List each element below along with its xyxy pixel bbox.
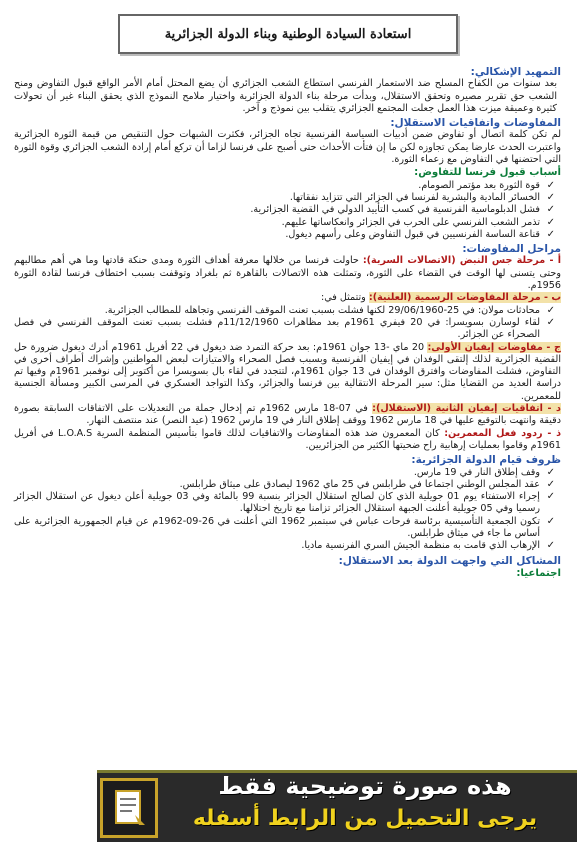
download-notice-text: يرجى التحميل من الرابط أسفله	[192, 806, 538, 831]
intro-paragraph: بعد سنوات من الكفاح المسلح ضد الاستعمار الفرنسي استطاع الشعب الجزائري أن يضع المحتل أمام الأمر الواقع قبول التفاوض ومنح الشعب حق تقرير مصيره وتحقق الاستقلال، وبدأت مرحلة بناء الدولة الجزائرية واختيار ملامح النموذج الذي يحقق البناء غير أن تحولات كثيرة وعميقة ميزت هذا العمل جعلت المجتمع الجزائري يتقلب بين نموذج و آخر.	[14, 78, 557, 114]
list-item: ✓ فشل الدبلوماسية الفرنسية في كسب التأييد الدولي في القضية الجزائرية.	[14, 204, 555, 216]
list-item: ✓ وقف إطلاق النار في 19 مارس.	[14, 467, 555, 479]
page-title: استعادة السيادة الوطنية وبناء الدولة الجزائرية	[118, 14, 458, 54]
list-item: ✓ إجراء الاستفتاء يوم 01 جويلية الذي كان لصالح استقلال الجزائر بنسبة 99 بالمائة وفي 03 جويلية أعلن ديغول عن استقلال الجزائر رسميا وفي 05 جويلية أعلنت الجبهة استقلال الجزائر تزامنا مع تاريخ احتلالها.	[14, 491, 555, 516]
stage-d-text: في 07-18 مارس 1962م تم إدخال جملة من التعديلات على الاتفاقات السابقة بصورة دقيقة وانتهت بالتوقيع عليها في 18 مارس 1962 ووقف إطلاق النار في 19 مارس 1962 (عيد النصر) عند منتصف النهار.	[14, 403, 561, 427]
stage-d	[14, 403, 561, 428]
list-item: ✓ الإرهاب الذي قامت به منظمة الجيش السري الفرنسية ماديا.	[14, 540, 555, 552]
stage-a	[14, 255, 561, 292]
list-item: ✓ عقد المجلس الوطني اجتماعا في طرابلس في 25 ماي 1962 ليصادق على ميثاق طرابلس.	[14, 479, 555, 491]
document-icon	[100, 778, 158, 838]
list-item: ✓ قوة الثورة بعد مؤتمر الصومام.	[14, 180, 555, 192]
section-heading-negotiations: المفاوضات واتفاقيات الاستقلال:	[390, 117, 561, 130]
list-item: ✓ الخسائر المادية والبشرية لفرنسا في الجزائر التي تتزايد نفقاتها.	[14, 192, 555, 204]
negotiations-paragraph: لم تكن كلمة اتصال أو تفاوض ضمن أدبيات السياسة الفرنسية تجاه الجزائر، فكثرت الشبهات حول التنقيص من قيمة الثورة الجزائرية واعتبرت الحدث عارضا يمكن تجاوزه لكن ما إن فتأت الأحداث حتى أصبح على فرنسا لزاما أن تركع أمام إرادة الشعب الجزائري وقوة الثورة التي احتضنها في التفاوض مع زعماء الثورة.	[14, 129, 561, 166]
state-list	[14, 467, 561, 553]
stage-e-label: ذ - ردود فعل المعمرين:	[444, 427, 561, 439]
section-heading-stages: مراحل المفاوضات:	[462, 243, 561, 256]
document-body	[14, 64, 561, 580]
stage-b-label: ب - مرحلة المفاوضات الرسمية (العلنية):	[368, 292, 561, 304]
stage-e-text: كان المعمرون ضد هذه المفاوضات والاتفاقيات لذلك قاموا بتأسيس المنظمة السرية L.O.A.S في أفريل 1961م وقاموا بعمليات إرهابية راح ضحيتها الكثير من الجزائريين.	[14, 427, 561, 451]
stage-b	[14, 292, 561, 304]
list-item: ✓ لقاء لوسارن بسويسرا: في 20 فيفري 1961م بعد مظاهرات 11/12/1960م فشلت بسبب تعنت الموقف الفرنسي في فصل الصحراء عن الجزائر.	[14, 317, 555, 342]
stage-a-label: أ - مرحلة جس النبض (الاتصالات السرية):	[362, 255, 561, 267]
stage-c-text: 20 ماي -13 جوان 1961م: بعد حركة التمرد ضد ديغول في 22 أفريل 1961م أدرك ديغول ضرورة حل القضية الجزائرية لذلك إلتقى الوفدان في إيفيان الفرنسية وبسبب فصل الصحراء والامتيازات لبعض المواطنين وإشراك أطراف أخرى في التفاوض، فشلت المفاوضات وافترق الوفدان في 13 جوان 1961م، لتتجدد في لقاء بال بسويسرا من أكتوبر إلى نوفمبر 1961م وفيها تم دراسة العديد من القضايا مثل: سير المرحلة الانتقالية بين فرنسا والجزائر، وكذا التواجد العسكري في المرسى الكبير ومسألة الجنسية للمعمرين.	[14, 341, 562, 402]
stage-c-label: ج - مفاوضات إيفيان الأولى:	[427, 341, 561, 353]
reasons-list	[14, 180, 561, 241]
problems-item-social: اجتماعيا:	[516, 567, 561, 579]
section-heading-state: ظروف قيام الدولة الجزائرية:	[411, 454, 561, 467]
stage-e	[14, 428, 561, 453]
list-item: ✓ محادثات مولان: في 25-29/06/1960 لكنها فشلت بسبب تعنت الموقف الفرنسي وتجاهله للمطالب الجزائرية.	[14, 305, 555, 317]
section-heading-intro: التمهيد الإشكالي:	[470, 66, 561, 78]
list-item: ✓ تذمر الشعب الفرنسي على الحرب في الجزائر وانعكاساتها عليهم.	[14, 217, 555, 229]
stage-b-list	[14, 305, 561, 342]
list-item: ✓ قناعة الساسة الفرنسيين في قبول التفاوض وعلى رأسهم ديغول.	[14, 229, 555, 241]
stage-d-label: د - اتفاقيات إيفيان الثانية (الاستقلال):	[372, 403, 561, 415]
preview-notice-text: هذه صورة توضيحية فقط	[218, 772, 512, 800]
list-item: ✓ تكون الجمعية التأسيسية برئاسة فرحات عباس في سبتمبر 1962 التي أعلنت في 26-09-1962م عن قيام الجمهورية الجزائرية على أساس ما جاء في ميثاق طرابلس.	[14, 516, 555, 541]
stage-c	[14, 342, 561, 403]
stage-b-text: وتتمثل في:	[321, 292, 366, 304]
subsection-heading-reasons: أسباب قبول فرنسا للتفاوض:	[414, 167, 561, 179]
section-heading-problems: المشاكل التي واجهت الدولة بعد الاستقلال:	[338, 554, 561, 567]
stage-a-text: حاولت فرنسا من خلالها معرفة أهداف الثورة ومدى حنكة قادتها وما هي أهم مطالبهم وحتى يتسنى لها الوقت في القضاء على الثورة، وتمثلت هذه الاتصالات بالقاهرة ثم بلغراد وتوقفت بسبب اختطاف فرنسا لقادة الثورة 1956م.	[14, 255, 561, 292]
